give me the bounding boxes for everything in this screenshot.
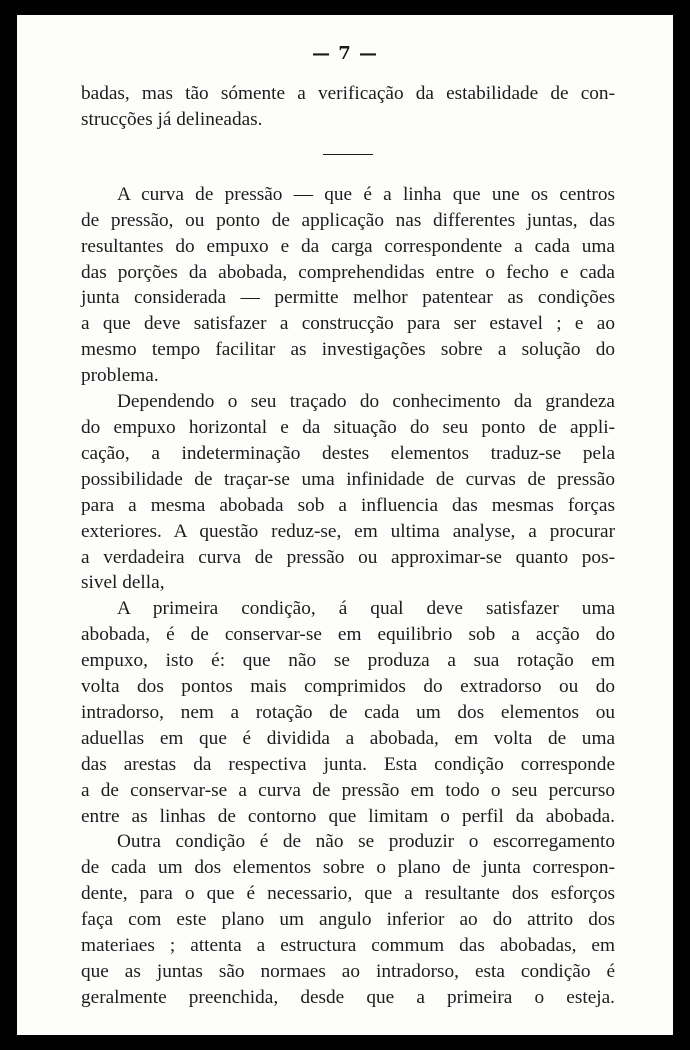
text-line: que as juntas são normaes ao intradorso, esta condição é [81, 961, 615, 982]
text-line: a que deve satisfazer a construcção para ser estavel ; e ao [81, 313, 615, 335]
section-divider [323, 154, 373, 155]
text-line: volta dos pontos mais comprimidos do extradorso ou do [81, 676, 615, 698]
text-line: problema. [81, 365, 159, 387]
text-line: do empuxo horizontal e da situação do seu ponto de appli- [81, 416, 615, 438]
book-page [17, 15, 673, 1035]
text-line: Dependendo o seu traçado do conhecimento da grandeza [117, 391, 615, 413]
text-line: faça com este plano um angulo inferior ao do attrito dos [81, 909, 615, 931]
text-line: de pressão, ou ponto de applicação nas differentes juntas, das [81, 209, 615, 231]
text-line: junta considerada — permitte melhor patentear as condições [81, 287, 615, 309]
text-line: das porções da abobada, comprehendidas entre o fecho e cada [81, 261, 615, 283]
text-line: sivel della, [81, 572, 165, 594]
text-line: empuxo, isto é: que não se produza a sua rotação em [81, 650, 615, 672]
text-line: intradorso, nem a rotação de cada um dos elementos ou [81, 701, 615, 723]
text-line: materiaes ; attenta a estructura commum das abobadas, em [81, 935, 615, 957]
text-line: de cada um dos elementos sobre o plano de junta correspon- [81, 857, 615, 879]
text-line: badas, mas tão sómente a verificação da estabilidade de con- [81, 83, 615, 104]
text-line: mesmo tempo facilitar as investigações sobre a solução do [81, 339, 615, 361]
text-line: strucções já delineadas. [81, 108, 263, 130]
text-line: A primeira condição, á qual deve satisfazer uma [117, 598, 615, 620]
text-line: das arestas da respectiva junta. Esta condição corresponde [81, 753, 615, 775]
paragraph-dependendo [81, 389, 615, 596]
text-line: geralmente preenchida, desde que a primeira o esteja. [81, 986, 615, 1008]
text-line: resultantes do empuxo e da carga correspondente a cada uma [81, 235, 615, 257]
paragraph-outra-condicao [81, 829, 615, 1010]
text-line: exteriores. A questão reduz-se, em ultima analyse, a procurar [81, 520, 615, 542]
text-line: A curva de pressão — que é a linha que une os centros [117, 183, 615, 205]
page-number: — 7 — [311, 43, 379, 64]
page-text [81, 81, 615, 1011]
paragraph-primeira-condicao [81, 596, 615, 829]
text-line: aduellas em que é dividida a abobada, em volta de uma [81, 727, 615, 749]
intro-paragraph [81, 81, 615, 133]
text-line: dente, para o que é necessario, que a resultante dos esforços [81, 883, 615, 905]
text-line: cação, a indeterminação destes elementos traduz-se pela [81, 442, 615, 464]
text-line: Outra condição é de não se produzir o escorregamento [117, 831, 615, 853]
text-line: para a mesma abobada sob a influencia das mesmas forças [81, 494, 615, 516]
text-line: abobada, é de conservar-se em equilibrio sob a acção do [81, 624, 615, 646]
text-line: a verdadeira curva de pressão ou approximar-se quanto pos- [81, 546, 615, 568]
text-line: possibilidade de traçar-se uma infinidade de curvas de pressão [81, 468, 615, 490]
text-line: a de conservar-se a curva de pressão em todo o seu percurso [81, 779, 615, 801]
paragraph-curva-de-pressao [81, 182, 615, 389]
text-line: entre as linhas de contorno que limitam o perfil da abobada. [81, 805, 615, 827]
